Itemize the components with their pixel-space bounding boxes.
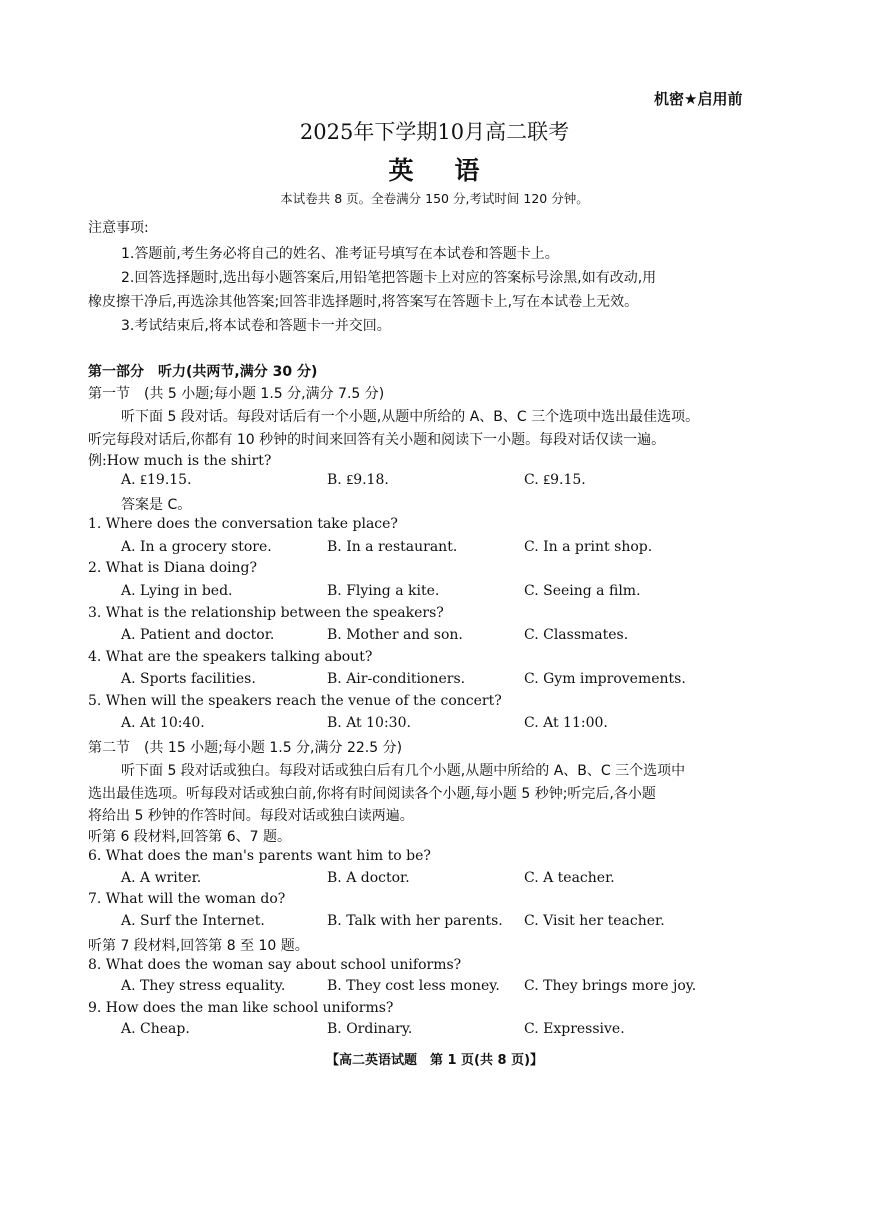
q8-option-c: C. They brings more joy.: [524, 978, 697, 994]
q3-option-c: C. Classmates.: [524, 627, 629, 643]
section1-instructions-line-2: 听完每段对话后,你都有 10 秒钟的时间来回答有关小题和阅读下一小题。每段对话仅读一遍。: [88, 432, 666, 448]
confidential-label: 机密★启用前: [654, 90, 743, 108]
section1-instructions-line-1: 听下面 5 段对话。每段对话后有一个小题,从题中所给的 A、B、C 三个选项中选出最佳选项。: [121, 409, 700, 425]
notes-item-3: 3.考试结束后,将本试卷和答题卡一并交回。: [121, 318, 391, 334]
example-option-b: B. ₤9.18.: [327, 472, 389, 488]
question-4: 4. What are the speakers talking about?: [88, 649, 373, 665]
q1-option-a: A. In a grocery store.: [121, 539, 272, 555]
q2-option-b: B. Flying a kite.: [327, 583, 440, 599]
section1-heading: 第一节 (共 5 小题;每小题 1.5 分,满分 7.5 分): [88, 386, 385, 402]
notes-item-2-line-1: 2.回答选择题时,选出每小题答案后,用铅笔把答题卡上对应的答案标号涂黑,如有改动,用: [121, 270, 657, 286]
part1-heading: 第一部分 听力(共两节,满分 30 分): [88, 364, 318, 380]
q7-option-c: C. Visit her teacher.: [524, 913, 665, 929]
example-question: 例:How much is the shirt?: [88, 453, 272, 469]
q6-option-b: B. A doctor.: [327, 870, 410, 886]
question-6: 6. What does the man's parents want him to be?: [88, 848, 431, 864]
question-3: 3. What is the relationship between the speakers?: [88, 605, 444, 621]
q6-option-c: C. A teacher.: [524, 870, 615, 886]
example-answer: 答案是 C。: [121, 497, 192, 513]
q2-option-c: C. Seeing a film.: [524, 583, 641, 599]
example-option-a: A. ₤19.15.: [121, 472, 192, 488]
question-8: 8. What does the woman say about school uniforms?: [88, 957, 462, 973]
q4-option-b: B. Air-conditioners.: [327, 671, 466, 687]
q2-option-a: A. Lying in bed.: [121, 583, 233, 599]
material-7-instruction: 听第 7 段材料,回答第 8 至 10 题。: [88, 938, 309, 954]
q3-option-b: B. Mother and son.: [327, 627, 463, 643]
question-5: 5. When will the speakers reach the venue of the concert?: [88, 693, 502, 709]
section2-instructions-line-1: 听下面 5 段对话或独白。每段对话或独白后有几个小题,从题中所给的 A、B、C 三个选项中: [121, 763, 686, 779]
q9-option-c: C. Expressive.: [524, 1021, 625, 1037]
question-7: 7. What will the woman do?: [88, 891, 286, 907]
q5-option-c: C. At 11:00.: [524, 715, 608, 731]
subject-char-2: 语: [454, 156, 481, 185]
example-option-c: C. ₤9.15.: [524, 472, 586, 488]
q1-option-c: C. In a print shop.: [524, 539, 653, 555]
q9-option-a: A. Cheap.: [121, 1021, 190, 1037]
section2-heading: 第二节 (共 15 小题;每小题 1.5 分,满分 22.5 分): [88, 740, 403, 756]
notes-heading: 注意事项:: [88, 220, 149, 236]
question-2: 2. What is Diana doing?: [88, 560, 257, 576]
q5-option-a: A. At 10:40.: [121, 715, 205, 731]
q6-option-a: A. A writer.: [121, 870, 202, 886]
q5-option-b: B. At 10:30.: [327, 715, 411, 731]
q1-option-b: B. In a restaurant.: [327, 539, 458, 555]
exam-title: 2025年下学期10月高二联考: [299, 120, 570, 144]
material-6-instruction: 听第 6 段材料,回答第 6、7 题。: [88, 829, 291, 845]
q4-option-a: A. Sports facilities.: [121, 671, 256, 687]
subject-title: [0, 151, 869, 187]
exam-info: 本试卷共 8 页。全卷满分 150 分,考试时间 120 分钟。: [280, 191, 589, 206]
notes-item-1: 1.答题前,考生务必将自己的姓名、准考证号填写在本试卷和答题卡上。: [121, 246, 559, 262]
page-footer: 【高二英语试题 第 1 页(共 8 页)】: [325, 1053, 544, 1068]
q7-option-a: A. Surf the Internet.: [121, 913, 265, 929]
notes-item-2-line-2: 橡皮擦干净后,再选涂其他答案;回答非选择题时,将答案写在答题卡上,写在本试卷上无效。: [88, 294, 639, 310]
q9-option-b: B. Ordinary.: [327, 1021, 413, 1037]
question-1: 1. Where does the conversation take place?: [88, 516, 398, 532]
subject-char-1: 英: [388, 156, 415, 185]
section2-instructions-line-3: 将给出 5 秒钟的作答时间。每段对话或独白读两遍。: [88, 808, 414, 824]
q3-option-a: A. Patient and doctor.: [121, 627, 275, 643]
q7-option-b: B. Talk with her parents.: [327, 913, 503, 929]
q4-option-c: C. Gym improvements.: [524, 671, 686, 687]
question-9: 9. How does the man like school uniforms?: [88, 1000, 394, 1016]
section2-instructions-line-2: 选出最佳选项。听每段对话或独白前,你将有时间阅读各个小题,每小题 5 秒钟;听完后,各小题: [88, 786, 656, 802]
q8-option-a: A. They stress equality.: [121, 978, 286, 994]
q8-option-b: B. They cost less money.: [327, 978, 500, 994]
